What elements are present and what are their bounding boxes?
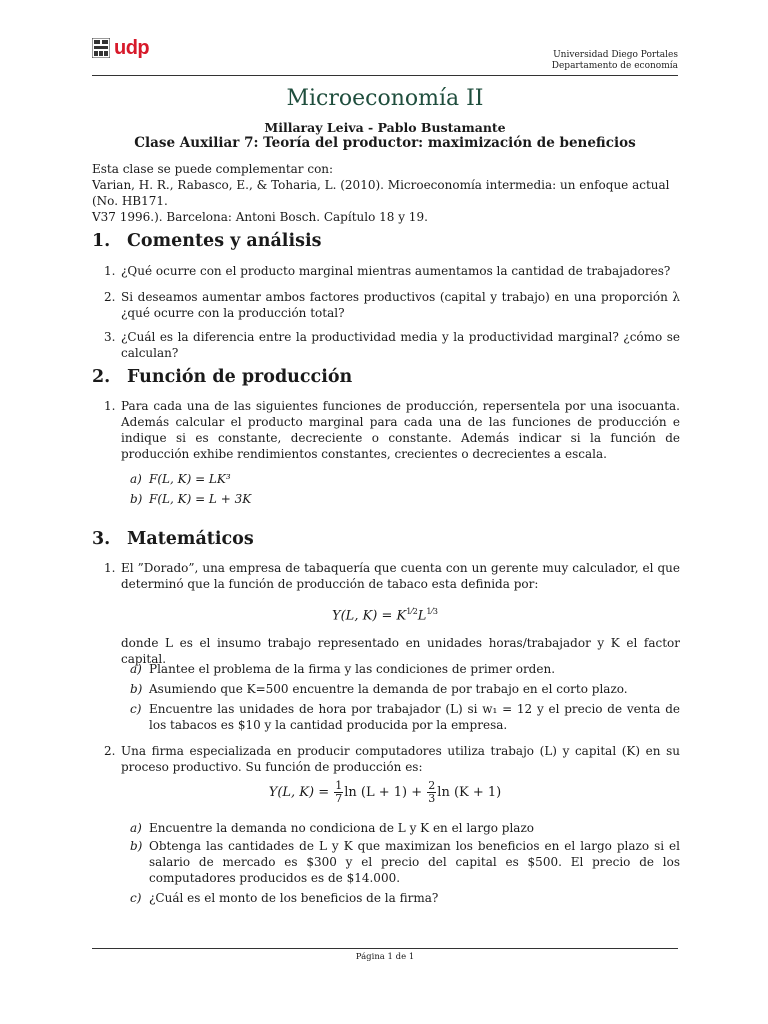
sub-item xyxy=(130,701,680,733)
equation-lhs: Y(L, K) = K xyxy=(332,608,407,624)
item-text: Una firma especializada en producir computadores utiliza trabajo (L) y capital (K) en su proceso productivo. Su función de producción es: xyxy=(121,744,680,774)
item-text: ¿Qué ocurre con el producto marginal mientras aumentamos la cantidad de trabajadores? xyxy=(121,264,671,278)
fraction-denominator: 7 xyxy=(335,792,343,805)
item-text: ¿Cuál es la diferencia entre la productividad media y la productividad marginal? ¿cómo se calculan? xyxy=(121,330,680,360)
sub-item-letter: c) xyxy=(130,702,142,716)
sub-item-text: F(L, K) = LK³ xyxy=(149,472,231,486)
sub-item-text: Plantee el problema de la firma y las condiciones de primer orden. xyxy=(149,662,556,676)
section-heading xyxy=(92,529,254,549)
intro-line: Varian, H. R., Rabasco, E., & Toharia, L. (2010). Microeconomía intermedia: un enfoque actual (No. HB171. xyxy=(92,178,670,208)
institution-name: Universidad Diego Portales xyxy=(553,50,678,60)
equation-term: ln (K + 1) xyxy=(437,785,502,800)
sub-item-text: Obtenga las cantidades de L y K que maximizan los beneficios en el largo plazo si el salario de mercado es $300 y el precio del capital es $500. El precio de los computadores producidos es de $14.000. xyxy=(149,839,680,885)
sub-item-letter: a) xyxy=(130,472,142,486)
exponent-numerator: 1 xyxy=(406,607,412,616)
list-item xyxy=(104,263,680,279)
intro-paragraph xyxy=(92,161,678,225)
item-number: 1. xyxy=(104,264,116,278)
item-number: 1. xyxy=(104,561,116,575)
list-item xyxy=(104,743,680,775)
sub-item-text: Encuentre la demanda no condiciona de L y K en el largo plazo xyxy=(149,821,535,835)
sub-item xyxy=(130,838,680,886)
sub-item-letter: a) xyxy=(130,662,142,676)
authors: Millaray Leiva - Pablo Bustamante xyxy=(264,120,506,135)
fraction xyxy=(427,780,436,805)
exponent-numerator: 1 xyxy=(426,607,432,616)
footer-rule xyxy=(92,948,678,949)
equation-mid: L xyxy=(417,608,427,624)
sub-item-text: Asumiendo que K=500 encuentre la demanda de por trabajo en el corto plazo. xyxy=(149,682,628,696)
sub-item-letter: c) xyxy=(130,891,142,905)
intro-line: V37 1996.). Barcelona: Antoni Bosch. Capítulo 18 y 19. xyxy=(92,210,428,224)
sub-item xyxy=(130,681,680,697)
sub-item-text: F(L, K) = L + 3K xyxy=(149,492,252,506)
item-number: 3. xyxy=(104,330,116,344)
section-title: Matemáticos xyxy=(127,529,254,549)
item-number: 2. xyxy=(104,744,116,758)
document-title: Microeconomía II xyxy=(286,86,484,111)
intro-line: Esta clase se puede complementar con: xyxy=(92,162,334,176)
sub-item-letter: b) xyxy=(130,682,143,696)
exponent-denominator: 3 xyxy=(432,607,438,616)
sub-item xyxy=(130,491,680,507)
sub-item-letter: b) xyxy=(130,839,143,853)
logo-text: udp xyxy=(114,37,150,59)
item-number: 1. xyxy=(104,399,116,413)
item-number: 2. xyxy=(104,290,116,304)
equation-cobb-douglas: Y(L, $K) = K^{1⁄2}L^{1⁄3}$ xyxy=(332,607,438,624)
equation-lhs: Y(L, K) = xyxy=(268,785,330,800)
section-heading xyxy=(92,231,321,251)
item-text: Si deseamos aumentar ambos factores productivos (capital y trabajo) en una proporción λ ¿qué ocurre con la producción total? xyxy=(121,290,680,320)
page-header xyxy=(92,38,678,74)
item-text: El ”Dorado”, una empresa de tabaquería que cuenta con un gerente muy calculador, el que determinó que la función de producción de tabaco esta definida por: xyxy=(121,561,680,591)
sub-item-text: ¿Cuál es el monto de los beneficios de la firma? xyxy=(149,891,439,905)
sub-item xyxy=(130,471,680,487)
fraction-denominator: 3 xyxy=(428,792,436,805)
section-number: 2. xyxy=(92,367,111,387)
section-title: Función de producción xyxy=(127,367,353,387)
exponent-denominator: 2 xyxy=(412,607,418,616)
sub-item-letter: b) xyxy=(130,492,143,506)
list-item xyxy=(104,329,680,361)
section-number: 3. xyxy=(92,529,111,549)
list-item xyxy=(104,398,680,462)
list-item xyxy=(104,289,680,321)
institution-block xyxy=(552,50,678,72)
item-text: donde L es el insumo trabajo representado en unidades horas/trabajador y K el factor capital. xyxy=(121,636,680,666)
page-number: Página 1 de 1 xyxy=(355,952,415,962)
equation-log-production xyxy=(92,780,678,805)
sub-item xyxy=(130,890,680,906)
sub-item-letter: a) xyxy=(130,821,142,835)
list-item xyxy=(104,560,680,592)
sub-item-text: Encuentre las unidades de hora por trabajador (L) si w₁ = 12 y el precio de venta de los tabacos es $10 y la cantidad producida por la empresa. xyxy=(149,702,680,732)
header-rule xyxy=(92,75,678,76)
fraction xyxy=(334,780,343,805)
udp-logo xyxy=(92,38,149,58)
document-subtitle: Clase Auxiliar 7: Teoría del productor: maximización de beneficios xyxy=(134,135,636,151)
item-text: Para cada una de las siguientes funciones de producción, repersentela por una isocuanta. Además calcular el producto marginal para cada una de las funciones de producción e indique si es constante, decreciente o constante. Además indicar si la función de producción exhibe rendimientos constantes, crecientes o decrecientes a escala. xyxy=(121,399,680,461)
fraction-numerator: 1 xyxy=(335,779,343,792)
section-heading xyxy=(92,367,352,387)
sub-item xyxy=(130,661,680,677)
fraction-numerator: 2 xyxy=(428,779,436,792)
sub-item xyxy=(130,820,680,836)
section-title: Comentes y análisis xyxy=(127,231,322,251)
equation-term: ln (L + 1) + xyxy=(344,785,423,800)
udp-emblem-icon xyxy=(92,38,110,58)
department-name: Departamento de economía xyxy=(551,61,678,71)
section-number: 1. xyxy=(92,231,111,251)
